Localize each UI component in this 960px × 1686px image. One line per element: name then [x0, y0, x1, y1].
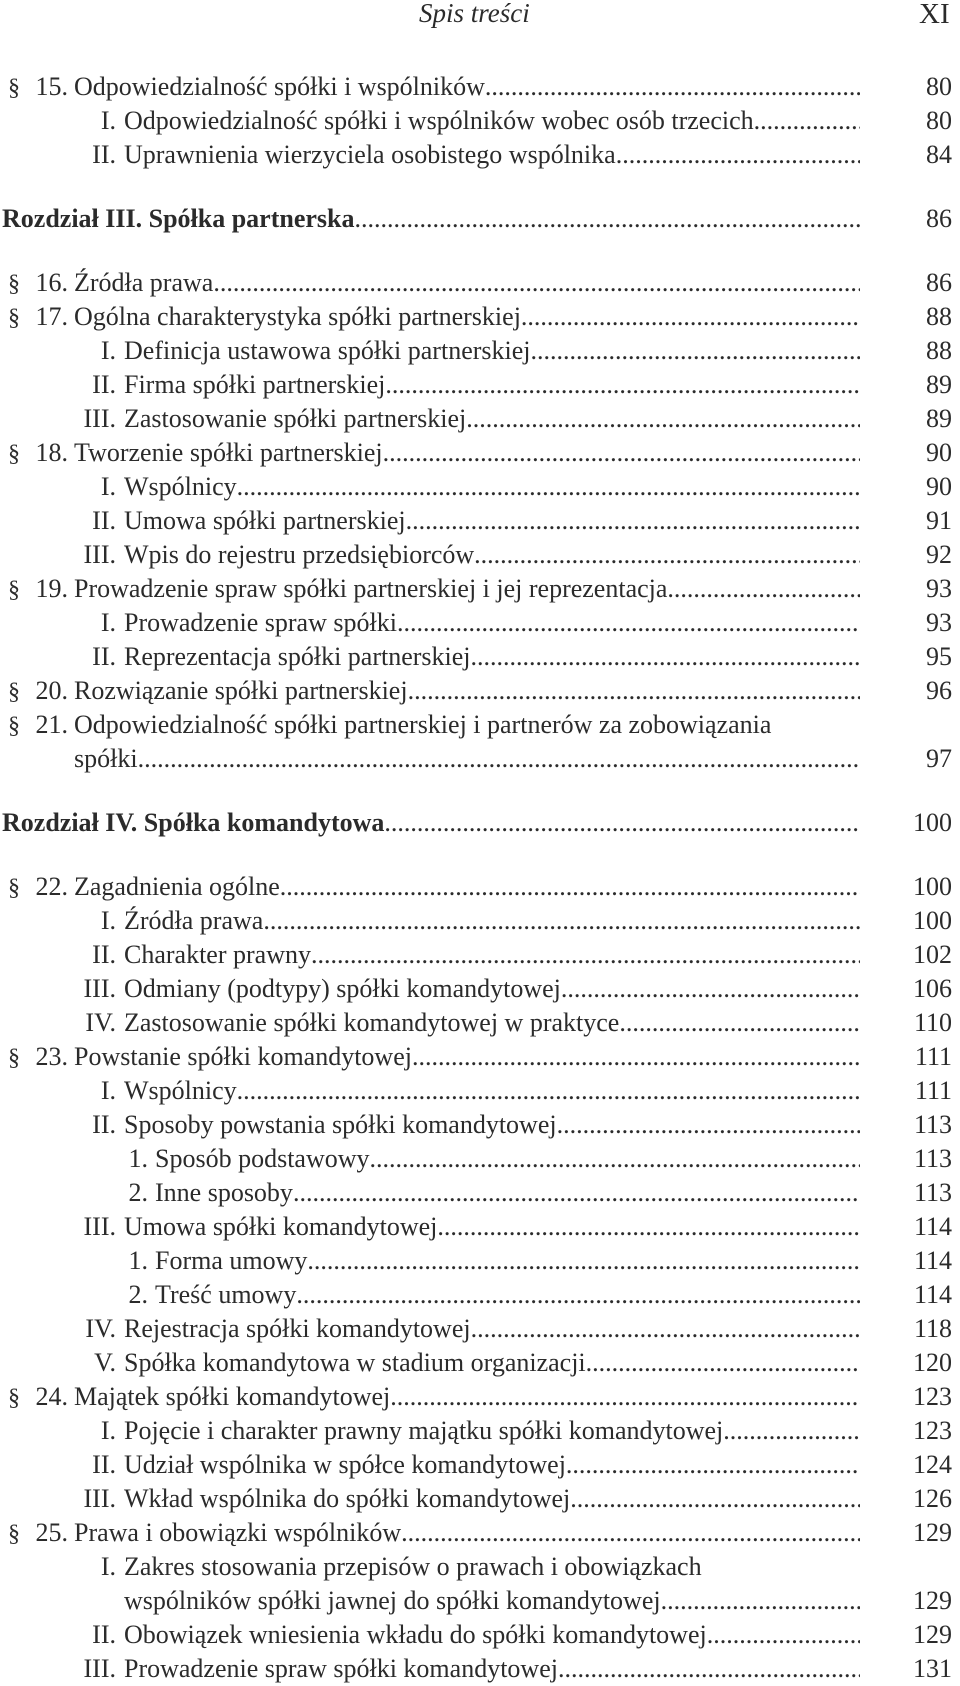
section-sign [8, 708, 20, 743]
toc-entry-title: Źródła prawa [124, 906, 264, 935]
toc-entry-body [124, 538, 860, 572]
toc-entry-body [124, 1414, 860, 1448]
toc-entry[interactable] [0, 606, 960, 640]
dot-leader [384, 806, 860, 840]
toc-spacer [0, 236, 960, 266]
dot-leader [390, 1380, 860, 1414]
toc-page-number: 120 [913, 1348, 952, 1377]
toc-page-number: 92 [926, 540, 952, 569]
toc-entry-body [124, 972, 860, 1006]
toc-entry-number: I. [100, 1416, 116, 1445]
toc-entry-title: Zagadnienia ogólne [74, 872, 280, 901]
toc-entry-body [74, 674, 860, 708]
toc-entry-number: 15. [35, 72, 68, 101]
toc-entry-title: Wpis do rejestru przedsiębiorców [124, 540, 475, 569]
toc-entry-number: 21. [35, 710, 68, 739]
toc-page-number: 80 [926, 106, 952, 135]
toc-entry-body [74, 870, 860, 904]
toc-page-number: 95 [926, 642, 952, 671]
toc-entry-body [2, 202, 860, 236]
toc-entry-title: Ogólna charakterystyka spółki partnerskiej [74, 302, 521, 331]
dot-leader [474, 538, 860, 572]
dot-leader [408, 674, 860, 708]
toc-entry-body [155, 1142, 860, 1176]
dot-leader [619, 1006, 860, 1040]
toc-entry[interactable] [0, 104, 960, 138]
toc-entry-title: Prowadzenie spraw spółki partnerskiej i jej reprezentacja [74, 574, 668, 603]
section-sign [8, 300, 20, 335]
toc-page-number: 100 [913, 808, 952, 837]
toc-entry-body [74, 70, 860, 104]
toc-page-number: 93 [926, 608, 952, 637]
toc-page-number: 129 [913, 1620, 952, 1649]
toc-entry-number: III. [83, 1484, 116, 1513]
toc-entry[interactable] [0, 538, 960, 572]
toc-entry-title: Udział wspólnika w spółce komandytowej [124, 1450, 566, 1479]
toc-entry-number: I. [100, 336, 116, 365]
section-sign [8, 266, 20, 301]
toc-entry-number: II. [92, 1620, 116, 1649]
toc-page-number: 131 [913, 1654, 952, 1683]
toc-page-number: 129 [913, 1586, 952, 1615]
dot-leader [561, 972, 860, 1006]
dot-leader [296, 1278, 860, 1312]
section-sign [8, 1516, 20, 1551]
toc-entry-title: Umowa spółki komandytowej [124, 1212, 438, 1241]
toc-entry-title: Rozwiązanie spółki partnerskiej [74, 676, 408, 705]
toc-entry-body [124, 1006, 860, 1040]
toc-entry-title: Odmiany (podtypy) spółki komandytowej [124, 974, 561, 1003]
dot-leader [437, 1210, 860, 1244]
toc-entry-title: Sposoby powstania spółki komandytowej [124, 1110, 557, 1139]
toc-entry-body [124, 1108, 860, 1142]
toc-entry-body [124, 1346, 860, 1380]
toc-page-number: 111 [914, 1076, 952, 1105]
toc-entry[interactable] [0, 870, 960, 904]
toc-page-number: 86 [926, 268, 952, 297]
dot-leader [661, 1584, 860, 1618]
section-sign-glyph: § [8, 679, 20, 705]
toc-entry-body [124, 938, 860, 972]
toc-entry[interactable] [0, 972, 960, 1006]
dot-leader [397, 606, 860, 640]
dot-leader [370, 1142, 860, 1176]
toc-entry-number: IV. [85, 1314, 116, 1343]
toc-entry-number: I. [100, 472, 116, 501]
toc-entry[interactable] [0, 1380, 960, 1414]
toc-entry-title: Sposób podstawowy [155, 1144, 370, 1173]
toc-entry[interactable] [0, 1244, 960, 1278]
dot-leader [531, 334, 861, 368]
toc-entry[interactable] [0, 1176, 960, 1210]
toc-entry-body [124, 1652, 860, 1686]
toc-entry-number: 19. [35, 574, 68, 603]
toc-entry-body [124, 1210, 860, 1244]
toc-entry-number: I. [100, 608, 116, 637]
toc-entry[interactable] [0, 436, 960, 470]
toc-entry-body [74, 300, 860, 334]
toc-entry-title: Obowiązek wniesienia wkładu do spółki komandytowej [124, 1620, 707, 1649]
toc-entry-number: 18. [35, 438, 68, 467]
toc-entry[interactable] [0, 1040, 960, 1074]
toc-chapter[interactable] [0, 202, 960, 236]
toc-entry-number: V. [94, 1348, 116, 1377]
toc-entry-title: Prawa i obowiązki wspólników [74, 1518, 402, 1547]
toc-entry-number: 1. [128, 1246, 148, 1275]
dot-leader [412, 1040, 860, 1074]
toc-entry-title: Powstanie spółki komandytowej [74, 1042, 412, 1071]
toc-page-number: 93 [926, 574, 952, 603]
toc-entry[interactable] [0, 708, 960, 742]
toc-entry-title: Spółka komandytowa w stadium organizacji [124, 1348, 586, 1377]
toc-page-number: 91 [926, 506, 952, 535]
toc-entry-title: Forma umowy [155, 1246, 308, 1275]
toc-entry-title-continued: wspólników spółki jawnej do spółki komandytowej [124, 1586, 661, 1615]
dot-leader [263, 904, 860, 938]
dot-leader [355, 202, 861, 236]
toc-entry[interactable] [0, 266, 960, 300]
toc-entry[interactable] [0, 70, 960, 104]
toc-entry-title: Prowadzenie spraw spółki [124, 608, 397, 637]
toc-page-number: 110 [913, 1008, 952, 1037]
section-sign [8, 572, 20, 607]
toc-entry-body [74, 266, 860, 300]
toc-entry-title: Uprawnienia wierzyciela osobistego wspólnika [124, 140, 616, 169]
toc-page-number: 129 [913, 1518, 952, 1547]
toc-entry-title: Definicja ustawowa spółki partnerskiej [124, 336, 531, 365]
toc-entry-body [124, 1074, 860, 1108]
toc-entry-title: Odpowiedzialność spółki partnerskiej i partnerów za zobowiązania [74, 710, 772, 739]
toc-page-number: 113 [913, 1178, 952, 1207]
toc-entry[interactable] [0, 334, 960, 368]
toc-entry[interactable] [0, 1312, 960, 1346]
toc-entry[interactable] [0, 1210, 960, 1244]
toc-entry[interactable] [0, 572, 960, 606]
dot-leader [406, 504, 860, 538]
toc-entry-body [74, 436, 860, 470]
toc-entry-title: Zakres stosowania przepisów o prawach i obowiązkach [124, 1552, 702, 1581]
toc-page-number: 126 [913, 1484, 952, 1513]
toc-entry-number: III. [83, 540, 116, 569]
toc-entry-title-continued: spółki [74, 744, 138, 773]
toc-entry-body [124, 606, 860, 640]
toc-entry-number: II. [92, 506, 116, 535]
toc-entry-title: Firma spółki partnerskiej [124, 370, 386, 399]
table-of-contents [0, 70, 960, 1686]
toc-chapter-title: Rozdział III. Spółka partnerska [2, 204, 355, 233]
toc-page-number: 100 [913, 872, 952, 901]
dot-leader [385, 368, 860, 402]
dot-leader [707, 1618, 860, 1652]
toc-entry-body [124, 904, 860, 938]
toc-page-number: 89 [926, 404, 952, 433]
toc-entry-body [124, 1312, 860, 1346]
toc-entry-number: 20. [35, 676, 68, 705]
toc-entry-title: Inne sposoby [155, 1178, 293, 1207]
toc-entry-title: Majątek spółki komandytowej [74, 1382, 391, 1411]
toc-entry-title: Umowa spółki partnerskiej [124, 506, 406, 535]
section-sign-glyph: § [8, 1385, 20, 1411]
toc-entry-number: 1. [128, 1144, 148, 1173]
page-number: XI [919, 0, 950, 30]
dot-leader [471, 1312, 860, 1346]
dot-leader [293, 1176, 860, 1210]
section-sign-glyph: § [8, 441, 20, 467]
dot-leader [213, 266, 860, 300]
toc-entry[interactable] [0, 300, 960, 334]
toc-entry[interactable] [0, 1414, 960, 1448]
dot-leader [307, 1244, 860, 1278]
toc-entry-continuation[interactable] [0, 742, 960, 776]
toc-entry-title: Zastosowanie spółki partnerskiej [124, 404, 467, 433]
toc-entry-number: I. [100, 1552, 116, 1581]
toc-page-number: 90 [926, 472, 952, 501]
dot-leader [237, 1074, 860, 1108]
toc-entry[interactable] [0, 938, 960, 972]
toc-entry-body [124, 368, 860, 402]
toc-entry-title: Zastosowanie spółki komandytowej w praktyce [124, 1008, 620, 1037]
dot-leader [383, 436, 860, 470]
toc-entry-number: II. [92, 1450, 116, 1479]
toc-entry-body [74, 1040, 860, 1074]
toc-entry[interactable] [0, 504, 960, 538]
dot-leader [557, 1108, 860, 1142]
toc-entry[interactable] [0, 904, 960, 938]
toc-entry[interactable] [0, 674, 960, 708]
section-sign [8, 436, 20, 471]
toc-entry-title: Treść umowy [155, 1280, 297, 1309]
toc-entry-number: I. [100, 1076, 116, 1105]
toc-page-number: 102 [913, 940, 952, 969]
toc-entry-title: Reprezentacja spółki partnerskiej [124, 642, 471, 671]
toc-entry[interactable] [0, 1108, 960, 1142]
dot-leader [616, 138, 860, 172]
toc-entry[interactable] [0, 138, 960, 172]
toc-page-number: 123 [913, 1382, 952, 1411]
toc-entry[interactable] [0, 1516, 960, 1550]
toc-entry-title: Odpowiedzialność spółki i wspólników wobec osób trzecich [124, 106, 754, 135]
section-sign-glyph: § [8, 577, 20, 603]
toc-entry-body [124, 470, 860, 504]
toc-entry-number: 2. [128, 1178, 148, 1207]
toc-entry-title: Wspólnicy [124, 472, 237, 501]
section-sign-glyph: § [8, 75, 20, 101]
toc-entry-body [124, 104, 860, 138]
toc-page-number: 113 [913, 1144, 952, 1173]
toc-entry-body [74, 1516, 860, 1550]
dot-leader [280, 870, 860, 904]
toc-spacer [0, 840, 960, 870]
section-sign [8, 1380, 20, 1415]
toc-page-number: 113 [913, 1110, 952, 1139]
toc-entry[interactable] [0, 1278, 960, 1312]
section-sign-glyph: § [8, 271, 20, 297]
toc-page-number: 114 [913, 1280, 952, 1309]
toc-entry-body [155, 1176, 860, 1210]
toc-entry[interactable] [0, 402, 960, 436]
toc-entry[interactable] [0, 368, 960, 402]
toc-page-number: 90 [926, 438, 952, 467]
toc-entry-body [124, 1618, 860, 1652]
toc-entry-number: 24. [35, 1382, 68, 1411]
toc-page-number: 97 [926, 744, 952, 773]
toc-entry-number: III. [83, 1212, 116, 1241]
section-sign-glyph: § [8, 1045, 20, 1071]
toc-entry-title: Pojęcie i charakter prawny majątku spółki komandytowej [124, 1416, 724, 1445]
dot-leader [471, 640, 860, 674]
dot-leader [237, 470, 860, 504]
toc-page-number: 106 [913, 974, 952, 1003]
toc-entry-number: I. [100, 106, 116, 135]
toc-chapter-title: Rozdział IV. Spółka komandytowa [2, 808, 385, 837]
toc-page-number: 88 [926, 302, 952, 331]
toc-page-number: 88 [926, 336, 952, 365]
toc-entry-number: III. [83, 1654, 116, 1683]
toc-spacer [0, 172, 960, 202]
dot-leader [401, 1516, 860, 1550]
toc-page-number: 114 [913, 1246, 952, 1275]
toc-entry-title: Wspólnicy [124, 1076, 237, 1105]
toc-page-number: 89 [926, 370, 952, 399]
toc-entry[interactable] [0, 1006, 960, 1040]
toc-entry-body [124, 1584, 860, 1618]
toc-entry-number: II. [92, 1110, 116, 1139]
toc-entry-title: Tworzenie spółki partnerskiej [74, 438, 383, 467]
section-sign [8, 1040, 20, 1075]
toc-page-number: 86 [926, 204, 952, 233]
dot-leader [485, 70, 860, 104]
toc-page-number: 118 [913, 1314, 952, 1343]
toc-entry-number: 23. [35, 1042, 68, 1071]
toc-chapter[interactable] [0, 806, 960, 840]
dot-leader [667, 572, 860, 606]
toc-entry[interactable] [0, 1550, 960, 1584]
page-header [0, 0, 960, 40]
toc-entry[interactable] [0, 1482, 960, 1516]
running-title: Spis treści [419, 0, 530, 28]
toc-entry[interactable] [0, 1346, 960, 1380]
toc-entry-number: 17. [35, 302, 68, 331]
dot-leader [570, 1482, 860, 1516]
toc-page-number: 96 [926, 676, 952, 705]
toc-entry-number: 22. [35, 872, 68, 901]
toc-entry-title: Wkład wspólnika do spółki komandytowej [124, 1484, 571, 1513]
dot-leader [558, 1652, 860, 1686]
toc-entry-body [2, 806, 860, 840]
toc-page-number: 84 [926, 140, 952, 169]
toc-page-number: 111 [914, 1042, 952, 1071]
section-sign-glyph: § [8, 713, 20, 739]
toc-page-number: 124 [913, 1450, 952, 1479]
dot-leader [138, 742, 860, 776]
toc-entry-body [124, 504, 860, 538]
dot-leader [754, 104, 860, 138]
toc-entry-body [74, 572, 860, 606]
toc-entry[interactable] [0, 470, 960, 504]
toc-spacer [0, 776, 960, 806]
toc-page-number: 123 [913, 1416, 952, 1445]
toc-entry-title: Charakter prawny [124, 940, 311, 969]
toc-entry[interactable] [0, 1652, 960, 1686]
toc-entry-number: II. [92, 140, 116, 169]
toc-entry-title: Źródła prawa [74, 268, 214, 297]
toc-entry[interactable] [0, 640, 960, 674]
toc-entry-number: III. [83, 974, 116, 1003]
toc-entry-number: I. [100, 906, 116, 935]
toc-entry[interactable] [0, 1142, 960, 1176]
section-sign-glyph: § [8, 1521, 20, 1547]
toc-entry-body [124, 640, 860, 674]
section-sign [8, 674, 20, 709]
dot-leader [566, 1448, 860, 1482]
toc-entry-number: II. [92, 642, 116, 671]
dot-leader [586, 1346, 860, 1380]
toc-entry-title: Odpowiedzialność spółki i wspólników [74, 72, 485, 101]
toc-entry-title: Rejestracja spółki komandytowej [124, 1314, 471, 1343]
section-sign [8, 870, 20, 905]
toc-entry-number: 25. [35, 1518, 68, 1547]
toc-page-number: 80 [926, 72, 952, 101]
toc-entry-body [124, 402, 860, 436]
toc-entry[interactable] [0, 1074, 960, 1108]
dot-leader [311, 938, 860, 972]
dot-leader [466, 402, 860, 436]
toc-entry-body [124, 138, 860, 172]
toc-entry-number: IV. [85, 1008, 116, 1037]
toc-entry-number: 16. [35, 268, 68, 297]
toc-entry-number: 2. [128, 1280, 148, 1309]
toc-entry-continuation[interactable] [0, 1584, 960, 1618]
dot-leader [521, 300, 860, 334]
toc-entry[interactable] [0, 1448, 960, 1482]
toc-entry-body [124, 1482, 860, 1516]
toc-entry-title: Prowadzenie spraw spółki komandytowej [124, 1654, 558, 1683]
toc-entry-number: II. [92, 940, 116, 969]
toc-entry-body [74, 1380, 860, 1414]
toc-entry-number: III. [83, 404, 116, 433]
section-sign-glyph: § [8, 875, 20, 901]
toc-page-number: 114 [913, 1212, 952, 1241]
section-sign-glyph: § [8, 305, 20, 331]
toc-entry-body [155, 1278, 860, 1312]
toc-entry-body [74, 742, 860, 776]
section-sign [8, 70, 20, 105]
toc-entry-body [124, 334, 860, 368]
dot-leader [723, 1414, 860, 1448]
toc-entry-body [155, 1244, 860, 1278]
toc-entry[interactable] [0, 1618, 960, 1652]
toc-entry-body [124, 1448, 860, 1482]
toc-entry-number: II. [92, 370, 116, 399]
toc-page-number: 100 [913, 906, 952, 935]
